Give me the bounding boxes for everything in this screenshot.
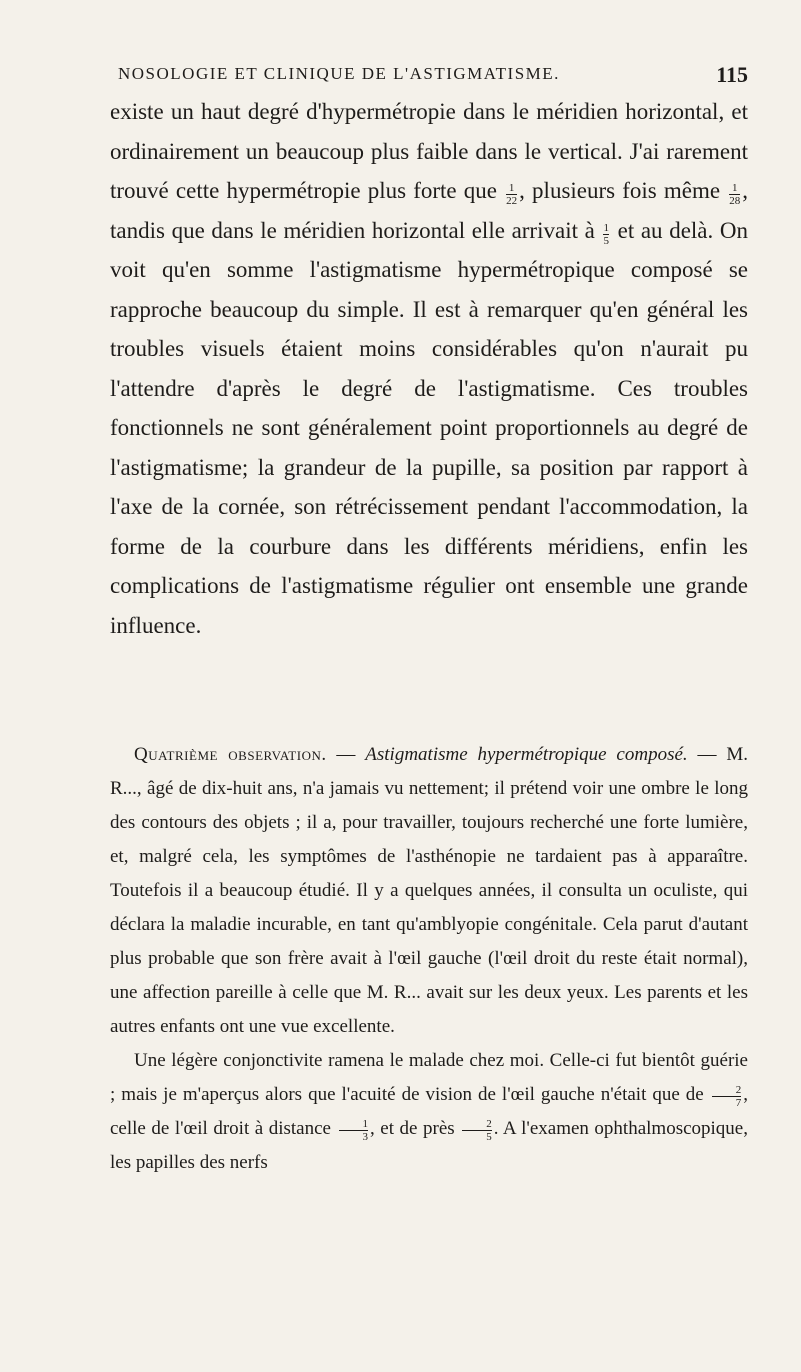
fraction bbox=[712, 1085, 742, 1109]
running-title: NOSOLOGIE ET CLINIQUE DE L'ASTIGMATISME. bbox=[118, 64, 560, 83]
observation-section bbox=[110, 738, 748, 1180]
paragraph-1 bbox=[110, 92, 748, 645]
text-segment: , et de près bbox=[370, 1118, 455, 1139]
text-segment: Une légère conjonctivite ramena le malade chez moi. Celle-ci fut bientôt guérie ; mais je m'aperçus alors que l'acuité de vision de l'œil gauche n'était que de bbox=[110, 1050, 748, 1105]
observation-heading: Quatrième observation. bbox=[134, 744, 327, 765]
fraction-denominator: 5 bbox=[603, 234, 609, 247]
fraction bbox=[339, 1119, 369, 1143]
fraction-denominator: 7 bbox=[712, 1096, 742, 1109]
fraction-denominator: 28 bbox=[729, 195, 741, 207]
text-segment: et au delà. On voit qu'en somme l'astigmatisme hypermétropique composé se rapproche beaucoup du simple. Il est à remarquer qu'en général les troubles visuels étaient moins considérables qu'on n'aurait pu l'attendre d'après le degré de l'astigmatisme. Ces troubles fonctionnels ne sont généralement point proportionnels au degré de l'astigmatisme; la grandeur de la pupille, sa position par rapport à l'axe de la cornée, son rétrécissement pendant l'accommodation, la forme de la courbure dans les différents méridiens, enfin les complications de l'astigmatisme régulier ont ensemble une grande influence. bbox=[110, 217, 748, 638]
text-segment: , tandis que dans le méridien horizontal elle arrivait à bbox=[110, 178, 749, 243]
text-segment: existe un haut degré d'hypermétropie dans le méridien horizontal, et ordinairement un beaucoup plus faible dans le vertical. J'ai rarement trouvé cette hypermétropie plus forte que bbox=[110, 99, 748, 203]
main-text bbox=[110, 92, 748, 645]
text-segment: . A l'examen ophthalmoscopique, les papilles des nerfs bbox=[110, 1118, 748, 1173]
fraction-denominator: 3 bbox=[339, 1130, 369, 1143]
fraction-numerator: 1 bbox=[732, 182, 738, 194]
observation-title: Astigmatisme hypermétropique composé. bbox=[365, 744, 688, 765]
fraction-numerator: 2 bbox=[486, 1118, 492, 1130]
fraction bbox=[729, 183, 740, 207]
observation-paragraph-2 bbox=[110, 1044, 748, 1180]
fraction-denominator: 22 bbox=[506, 195, 518, 207]
fraction-numerator: 1 bbox=[603, 221, 609, 234]
fraction-denominator: 5 bbox=[462, 1130, 492, 1143]
fraction bbox=[506, 183, 517, 207]
heading-dash: — bbox=[326, 744, 366, 765]
fraction-numerator: 1 bbox=[362, 1118, 369, 1130]
observation-paragraph-1 bbox=[110, 738, 748, 1044]
fraction-numerator: 2 bbox=[735, 1084, 742, 1096]
fraction bbox=[462, 1119, 492, 1143]
fraction bbox=[603, 223, 609, 247]
text-segment: , plusieurs fois même bbox=[519, 178, 721, 203]
fraction-numerator: 1 bbox=[508, 182, 515, 194]
text-segment: , celle de l'œil droit à distance bbox=[110, 1084, 748, 1139]
text-segment: — M. R..., âgé de dix-huit ans, n'a jamais vu nettement; il prétend voir une ombre le long des contours des objets ; il a, pour travailler, toujours recherché une forte lumière, et, malgré cela, les symptômes de l'asthénopie ne tardaient pas à apparaître. Toutefois il a beaucoup étudié. Il y a quelques années, il consulta un oculiste, qui déclara la maladie incurable, en tant qu'amblyopie congénitale. Cela parut d'autant plus probable que son frère avait à l'œil gauche (l'œil droit du reste était normal), une affection pareille à celle que M. R... avait sur les deux yeux. Les parents et les autres enfants ont une vue excellente. bbox=[110, 744, 748, 1037]
page-number: 115 bbox=[716, 62, 748, 87]
